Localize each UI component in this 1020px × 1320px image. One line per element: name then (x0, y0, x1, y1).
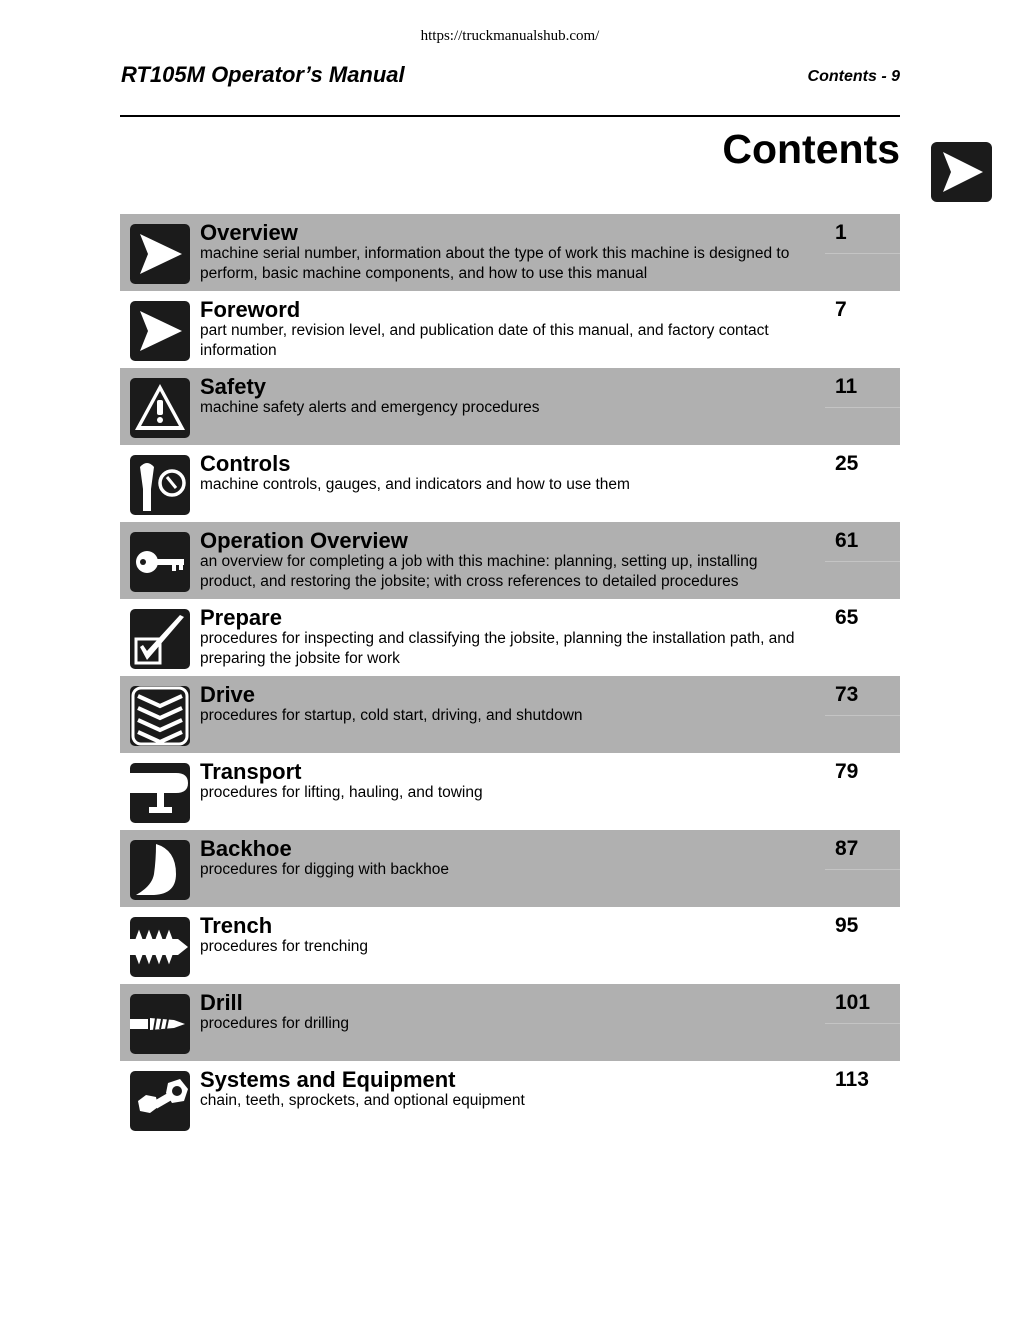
toc-entry-drive[interactable] (120, 676, 900, 753)
entry-description: machine controls, gauges, and indicators and how to use them (200, 476, 630, 493)
contents-list (120, 214, 900, 1138)
entry-title: Operation Overview (200, 528, 408, 553)
toc-entry-backhoe[interactable] (120, 830, 900, 907)
entry-page-number: 87 (835, 837, 859, 860)
entry-description: procedures for digging with backhoe (200, 861, 450, 878)
page-title: Contents (722, 126, 900, 172)
entry-description: an overview for completing a job with this machine: planning, setting up, installing product, and restoring the jobsite; with cross references to detailed procedures (200, 553, 758, 590)
entry-title: Foreword (200, 297, 301, 322)
entry-title: Overview (200, 220, 298, 245)
checkbox-icon (130, 609, 190, 669)
page-cell-divider (825, 715, 900, 716)
entry-page-number: 113 (835, 1068, 869, 1091)
entry-description: procedures for startup, cold start, driving, and shutdown (200, 707, 583, 724)
entry-page-number: 65 (835, 606, 859, 629)
entry-page-number: 1 (835, 221, 847, 244)
entry-title: Drill (200, 990, 243, 1015)
header-rule (120, 115, 900, 117)
toc-entry-foreword[interactable] (120, 291, 900, 368)
toc-entry-transport[interactable] (120, 753, 900, 830)
backhoe-bucket-icon (130, 840, 190, 900)
entry-title: Backhoe (200, 836, 292, 861)
entry-page-number: 11 (835, 375, 858, 398)
source-url: https://truckmanualshub.com/ (420, 28, 600, 44)
arrow-icon (130, 301, 190, 361)
page-cell-divider (825, 869, 900, 870)
entry-description: procedures for lifting, hauling, and towing (200, 784, 483, 801)
entry-title: Drive (200, 682, 256, 707)
tire-tread-icon (130, 686, 190, 746)
bolt-nut-icon (130, 1071, 190, 1131)
entry-description: part number, revision level, and publication date of this manual, and factory contact information (200, 322, 769, 359)
drill-bit-icon (130, 994, 190, 1054)
entry-title: Safety (200, 374, 267, 399)
page-cell-divider (825, 407, 900, 408)
entry-title: Trench (200, 913, 273, 938)
toc-entry-safety[interactable] (120, 368, 900, 445)
entry-page-number: 79 (835, 760, 859, 783)
entry-page-number: 7 (835, 298, 847, 321)
entry-title: Systems and Equipment (200, 1067, 456, 1092)
entry-title: Controls (200, 451, 291, 476)
lifting-eye-icon (130, 763, 190, 823)
entry-description: procedures for inspecting and classifying the jobsite, planning the installation path, and preparing the jobsite for work (200, 630, 795, 667)
entry-page-number: 61 (835, 529, 859, 552)
key-icon (130, 532, 190, 592)
arrow-icon (130, 224, 190, 284)
entry-page-number: 95 (835, 914, 859, 937)
toc-entry-trench[interactable] (120, 907, 900, 984)
page-cell-divider (825, 1023, 900, 1024)
entry-description: chain, teeth, sprockets, and optional equipment (200, 1092, 525, 1109)
toc-entry-controls[interactable] (120, 445, 900, 522)
toc-entry-drill[interactable] (120, 984, 900, 1061)
manual-title: RT105M Operator’s Manual (121, 62, 405, 87)
toc-entry-operation-overview[interactable] (120, 522, 900, 599)
entry-description: procedures for trenching (200, 938, 369, 955)
toc-entry-overview[interactable] (120, 214, 900, 291)
page-cell-divider (825, 561, 900, 562)
page-reference: Contents - 9 (807, 68, 900, 85)
entry-description: machine safety alerts and emergency procedures (200, 399, 540, 416)
section-tab-arrow-icon (931, 142, 992, 202)
entry-page-number: 101 (835, 991, 871, 1014)
trench-chain-icon (130, 917, 190, 977)
page-cell-divider (825, 253, 900, 254)
entry-title: Transport (200, 759, 302, 784)
toc-entry-prepare[interactable] (120, 599, 900, 676)
warning-icon (130, 378, 190, 438)
entry-page-number: 73 (835, 683, 859, 706)
entry-title: Prepare (200, 605, 282, 630)
entry-description: procedures for drilling (200, 1015, 350, 1032)
entry-description: machine serial number, information about the type of work this machine is designed to perform, basic machine components, and how to use this manual (200, 245, 790, 282)
toc-entry-systems-and-equipment[interactable] (120, 1061, 900, 1138)
lever-gauge-icon (130, 455, 190, 515)
entry-page-number: 25 (835, 452, 859, 475)
